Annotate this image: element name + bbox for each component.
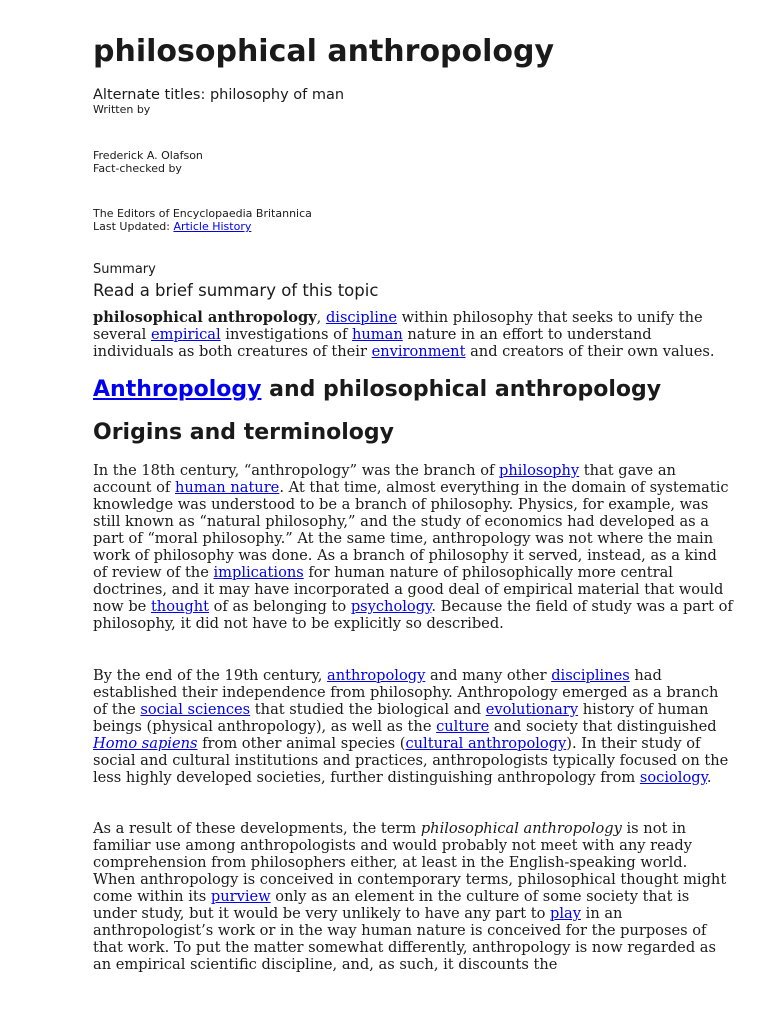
- paragraph-text: in an anthropologist’s work or in the way human nature is conceived for the purposes of that work. To put the matter somewhat differently, anthropology is now regarded as an empirical scientific discipline, and, as such, it discounts the: [93, 905, 716, 973]
- intro-text: and creators of their own values.: [465, 343, 715, 360]
- link-social-sciences[interactable]: social sciences: [140, 701, 251, 718]
- link-play[interactable]: play: [550, 905, 582, 922]
- article-history-link[interactable]: Article History: [173, 220, 252, 233]
- summary-read-link[interactable]: Read a brief summary of this topic: [93, 281, 379, 300]
- paragraph-text: for human nature of philosophically more central doctrines, and it may have incorporated a good deal of empirical material that would now be: [93, 564, 724, 615]
- summary-label: Summary: [93, 262, 156, 277]
- link-philosophy[interactable]: philosophy: [499, 462, 580, 479]
- section-heading-origins: Origins and terminology: [93, 420, 394, 445]
- paragraph-text: . At that time, almost everything in the domain of systematic knowledge was understood to be a branch of philosophy. Physics, for example, was still known as “natural philosophy,” and the study of economics had developed as a part of “moral philosophy.” At the same time, anthropology was not where the main work of philosophy was done. As a branch of philosophy it served, instead, as a kind of review of the: [93, 479, 729, 581]
- link-empirical[interactable]: empirical: [151, 326, 221, 343]
- link-human[interactable]: human: [352, 326, 403, 343]
- paragraph-text: history of human beings (physical anthropology), as well as the: [93, 701, 709, 735]
- intro-term: philosophical anthropology: [93, 309, 317, 326]
- paragraph-origins-3: [93, 820, 733, 973]
- fact-checked-label: Fact-checked by: [93, 162, 182, 175]
- link-disciplines[interactable]: disciplines: [551, 667, 630, 684]
- italic-term: philosophical anthropology: [420, 820, 622, 837]
- link-environment[interactable]: environment: [371, 343, 466, 360]
- link-thought[interactable]: thought: [150, 598, 209, 615]
- written-by-label: Written by: [93, 103, 151, 116]
- paragraph-text: had established their independence from philosophy. Anthropology emerged as a branch of the: [93, 667, 719, 718]
- paragraph-text: . Because the field of study was a part of philosophy, it did not have to be explicitly so described.: [93, 598, 733, 632]
- paragraph-origins-2: [93, 667, 733, 786]
- intro-text: nature in an effort to understand individuals as both creatures of their: [93, 326, 652, 360]
- page-title: philosophical anthropology: [93, 34, 555, 69]
- intro-text: investigations of: [220, 326, 352, 343]
- last-updated: [93, 220, 251, 233]
- intro-text: within philosophy that seeks to unify the several: [93, 309, 703, 343]
- link-discipline[interactable]: discipline: [325, 309, 397, 326]
- paragraph-text: and society that distinguished: [489, 718, 717, 735]
- fact-checker-name: The Editors of Encyclopaedia Britannica: [93, 207, 312, 220]
- link-anthropology[interactable]: anthropology: [327, 667, 426, 684]
- link-implications[interactable]: implications: [213, 564, 304, 581]
- paragraph-text: As a result of these developments, the term: [93, 820, 421, 837]
- last-updated-label: Last Updated:: [93, 220, 170, 233]
- link-psychology[interactable]: psychology: [350, 598, 432, 615]
- alternate-titles: Alternate titles: philosophy of man: [93, 87, 345, 103]
- paragraph-text: By the end of the 19th century,: [93, 667, 328, 684]
- intro-text: ,: [316, 309, 326, 326]
- paragraph-text: that studied the biological and: [250, 701, 486, 718]
- link-purview[interactable]: purview: [210, 888, 271, 905]
- section-heading-anthropology: [93, 377, 661, 403]
- link-homo-sapiens[interactable]: Homo sapiens: [93, 735, 198, 752]
- link-anthropology-heading[interactable]: Anthropology: [93, 377, 262, 402]
- section-heading-text: and philosophical anthropology: [261, 377, 662, 402]
- intro-paragraph: [93, 309, 733, 360]
- paragraph-text: In the 18th century, “anthropology” was the branch of: [93, 462, 500, 479]
- paragraph-text: is not in familiar use among anthropologists and would probably not meet with any ready comprehension from philosophers either, at least in the English-speaking world. When anthropology is conceived in contemporary terms, philosophical thought might come within its: [93, 820, 727, 905]
- paragraph-text: of as belonging to: [209, 598, 351, 615]
- link-human-nature[interactable]: human nature: [174, 479, 280, 496]
- paragraph-text: and many other: [425, 667, 552, 684]
- paragraph-text: ). In their study of social and cultural institutions and practices, anthropologists typically focused on the less highly developed societies, further distinguishing anthropology from: [93, 735, 729, 786]
- link-evolutionary[interactable]: evolutionary: [485, 701, 579, 718]
- paragraph-text: only as an element in the culture of some society that is under study, but it would be very unlikely to have any part to: [93, 888, 690, 922]
- link-cultural-anthropology[interactable]: cultural anthropology: [405, 735, 567, 752]
- paragraph-text: that gave an account of: [93, 462, 676, 496]
- paragraph-text: .: [706, 769, 712, 786]
- author-name: Frederick A. Olafson: [93, 149, 203, 162]
- link-culture[interactable]: culture: [436, 718, 490, 735]
- link-sociology[interactable]: sociology: [639, 769, 707, 786]
- paragraph-text: from other animal species (: [197, 735, 406, 752]
- paragraph-origins-1: [93, 462, 733, 632]
